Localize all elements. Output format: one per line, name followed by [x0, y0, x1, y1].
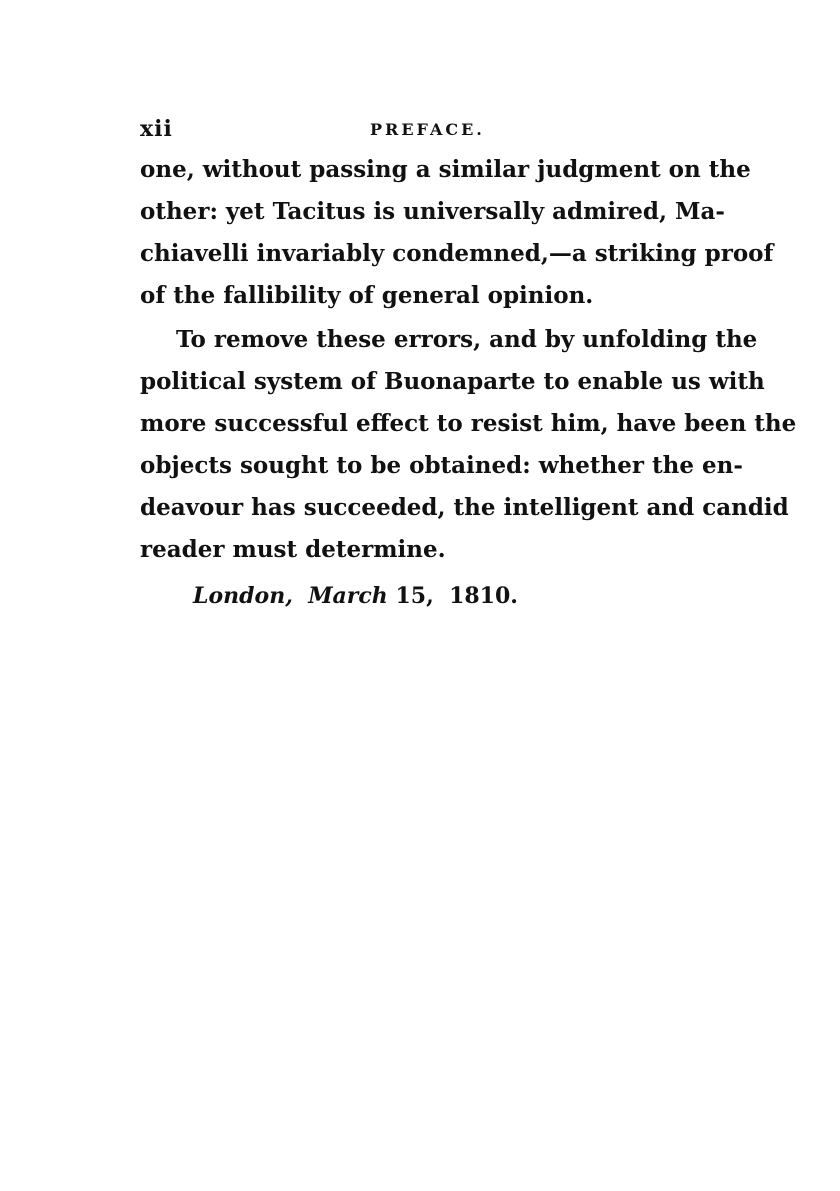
signoff-day: 15, — [395, 583, 434, 609]
paragraph-2 — [140, 319, 797, 571]
text-line: one, without passing a similar judgment on the — [140, 156, 751, 183]
text-line: political system of Buonaparte to enable us with — [140, 368, 765, 395]
text-line: objects sought to be obtained: whether the en- — [140, 452, 743, 479]
running-head: PREFACE. — [370, 120, 485, 139]
signoff — [193, 583, 518, 609]
text-line: To remove these errors, and by unfolding the — [176, 326, 758, 353]
paragraph-1 — [140, 149, 774, 317]
signoff-month: March — [308, 583, 388, 609]
signoff-place: London, — [193, 583, 293, 609]
text-line: other: yet Tacitus is universally admired, Ma- — [140, 198, 725, 225]
text-line: chiavelli invariably condemned,—a striking proof — [140, 240, 774, 267]
page-number: xii — [140, 116, 173, 142]
signoff-year: 1810. — [449, 583, 518, 609]
text-line: reader must determine. — [140, 536, 446, 563]
page-header — [140, 116, 705, 146]
text-line: more successful effect to resist him, have been the — [140, 410, 797, 437]
text-line: of the fallibility of general opinion. — [140, 282, 594, 309]
text-line: deavour has succeeded, the intelligent and candid — [140, 494, 789, 521]
